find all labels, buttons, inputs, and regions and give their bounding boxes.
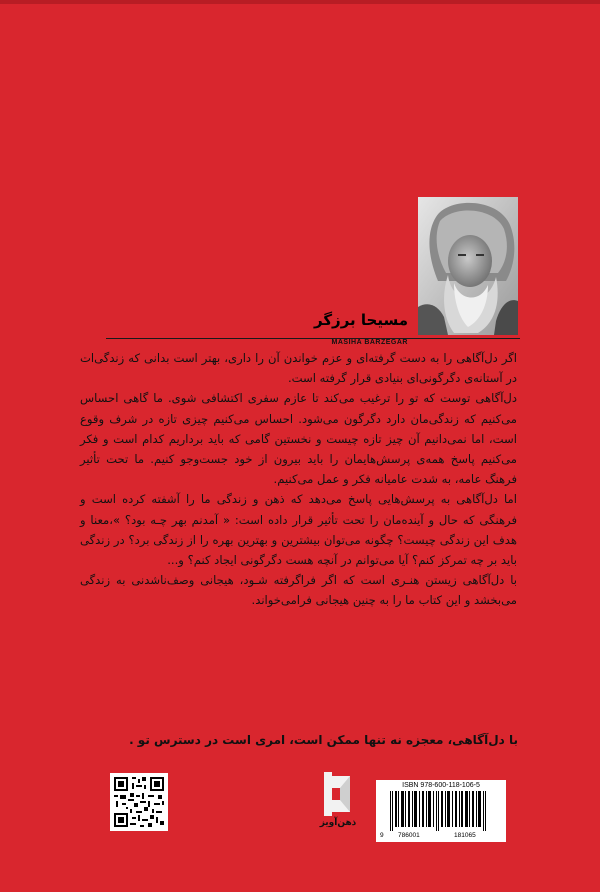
author-name-latin: MASIHA BARZEGAR	[331, 339, 408, 346]
blurb	[80, 348, 517, 611]
publisher-logo	[318, 770, 358, 818]
barcode-digits-right: 181065	[454, 832, 476, 839]
author-photo	[418, 197, 518, 335]
isbn-label: ISBN 978-600-118-106-5	[402, 782, 480, 789]
barcode-digits-left: 786001	[398, 832, 420, 839]
divider-rule	[106, 338, 520, 339]
qr-code[interactable]	[110, 773, 168, 831]
top-edge	[0, 0, 600, 4]
barcode-bars	[384, 791, 498, 831]
blurb-paragraph: اما دل‌آگاهی به پرسش‌هایی پاسخ می‌دهد که ذهن و زندگی ما را آشفته کرده است و فرهنگی که حال و آینده‌مان را تحت تأثیر قرار داده است: « آمدنم بهر چـه بود؟ »،معنا و هدف این زندگی چیست؟ چگونه می‌توان بیشترین و بهترین بهره را از زندگی برد؟ در زندگی باید بر چه تمرکز کنم؟ آیا می‌توانم در آنچه هست دگرگونی ایجاد کنم؟ و...	[80, 492, 517, 568]
tagline: با دل‌آگاهی، معجزه نه تنها ممکن است، امری است در دسترس تو .	[129, 733, 518, 747]
blurb-paragraph: دل‌آگاهی توست که تو را ترغیب می‌کند تا عازم سفری اکتشافی شوی. ما گاهی احساس می‌کنیم که زندگی‌مان دارد دگرگون می‌شود. احساس می‌کنیم چیزی تازه در شرف وقوع است، اما نمی‌دانیم آن چیز تازه چیست و نخستین گامی که باید برداریم کدام است و فکر می‌کنیم پاسخ همه‌ی پرسش‌هایمان را باید بیرون از خود جست‌وجو کنیم. ما تحت تأثیر فرهنگ عامه، به شدت عامیانه فکر و عمل می‌کنیم.	[80, 391, 517, 487]
blurb-paragraph: اگر دل‌آگاهی را به دست گرفته‌ای و عزم خواندن آن را داری، بهتر است بدانی که زندگی‌ات در آستانه‌ی دگرگونی‌ای بنیادی قرار گرفته است.	[80, 351, 517, 386]
blurb-paragraph: با دل‌آگاهی زیستن هنـری است که اگر فراگرفته شـود، هیجانی وصف‌ناشدنی به زندگی می‌بخشد و این کتاب ما را به چنین هیجانی فرامی‌خواند.	[80, 573, 517, 608]
publisher-name: ذهن‌آویز	[319, 818, 357, 828]
author-name: مسیحا برزگر	[314, 311, 408, 329]
barcode-lead-digit: 9	[380, 832, 384, 839]
isbn-barcode	[376, 780, 506, 842]
